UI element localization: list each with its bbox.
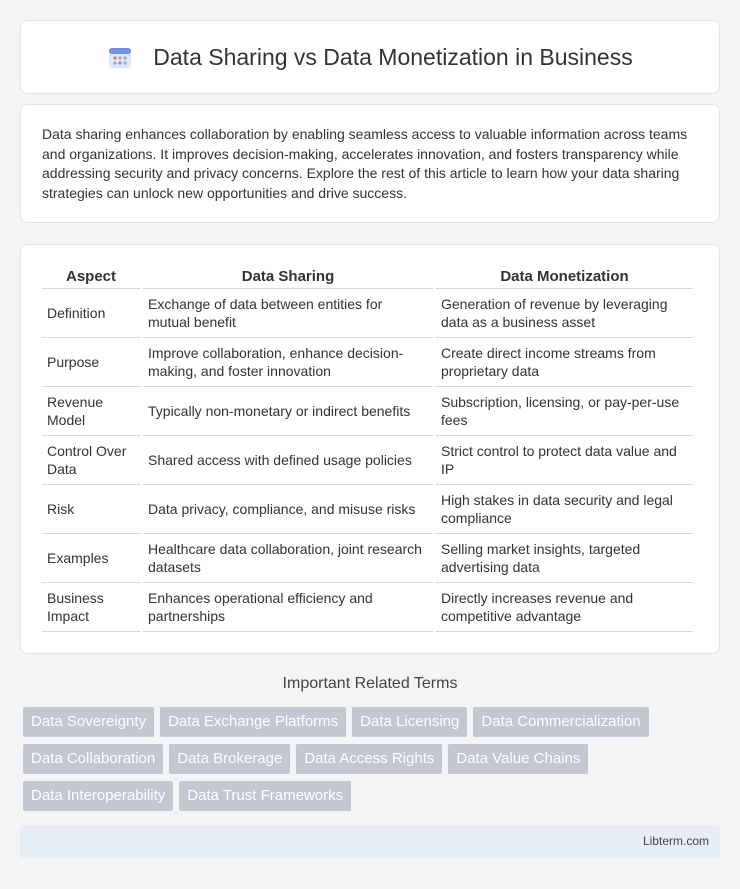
table-row	[42, 338, 693, 387]
column-header-data-sharing: Data Sharing	[143, 263, 433, 289]
related-term-tag[interactable]: Data Commercialization	[473, 707, 648, 737]
intro-card	[20, 104, 720, 223]
cell-aspect: Purpose	[42, 338, 140, 387]
cell-sharing: Shared access with defined usage policies	[143, 436, 433, 485]
cell-sharing: Enhances operational efficiency and partnerships	[143, 583, 433, 632]
intro-text: Data sharing enhances collaboration by enabling seamless access to valuable information across teams and organizations. It improves decision-making, accelerates innovation, and fosters transparency while addressing security and privacy concerns. Explore the rest of this article to learn how your data sharing strategies can unlock new opportunities and drive success.	[42, 126, 688, 201]
related-terms-list	[23, 707, 723, 811]
table-header-row	[42, 263, 693, 289]
table-row	[42, 289, 693, 338]
column-header-data-monetization: Data Monetization	[436, 263, 693, 289]
table-row	[42, 387, 693, 436]
column-header-aspect: Aspect	[42, 263, 140, 289]
footer	[20, 825, 720, 858]
table-row	[42, 436, 693, 485]
cell-monetization: Create direct income streams from proprietary data	[436, 338, 693, 387]
cell-aspect: Definition	[42, 289, 140, 338]
cell-sharing: Exchange of data between entities for mutual benefit	[143, 289, 433, 338]
cell-aspect: Business Impact	[42, 583, 140, 632]
related-term-tag[interactable]: Data Collaboration	[23, 744, 163, 774]
cell-monetization: High stakes in data security and legal compliance	[436, 485, 693, 534]
header-card	[20, 20, 720, 94]
related-term-tag[interactable]: Data Licensing	[352, 707, 467, 737]
table-row	[42, 485, 693, 534]
cell-sharing: Typically non-monetary or indirect benefits	[143, 387, 433, 436]
related-term-tag[interactable]: Data Access Rights	[296, 744, 442, 774]
cell-sharing: Healthcare data collaboration, joint research datasets	[143, 534, 433, 583]
cell-sharing: Data privacy, compliance, and misuse risks	[143, 485, 433, 534]
comparison-table	[39, 263, 696, 632]
related-term-tag[interactable]: Data Exchange Platforms	[160, 707, 346, 737]
related-term-tag[interactable]: Data Trust Frameworks	[179, 781, 351, 811]
calendar-grid-icon	[107, 44, 133, 70]
table-row	[42, 534, 693, 583]
related-term-tag[interactable]: Data Value Chains	[448, 744, 588, 774]
cell-aspect: Risk	[42, 485, 140, 534]
comparison-card	[20, 244, 720, 654]
cell-monetization: Selling market insights, targeted advertising data	[436, 534, 693, 583]
cell-monetization: Strict control to protect data value and IP	[436, 436, 693, 485]
table-row	[42, 583, 693, 632]
footer-site-link[interactable]: Libterm.com	[642, 834, 709, 848]
related-term-tag[interactable]: Data Sovereignty	[23, 707, 154, 737]
cell-monetization: Generation of revenue by leveraging data as a business asset	[436, 289, 693, 338]
cell-aspect: Control Over Data	[42, 436, 140, 485]
cell-aspect: Revenue Model	[42, 387, 140, 436]
related-term-tag[interactable]: Data Brokerage	[169, 744, 290, 774]
cell-monetization: Directly increases revenue and competitive advantage	[436, 583, 693, 632]
page-title: Data Sharing vs Data Monetization in Business	[153, 43, 633, 70]
cell-sharing: Improve collaboration, enhance decision-making, and foster innovation	[143, 338, 433, 387]
related-term-tag[interactable]: Data Interoperability	[23, 781, 173, 811]
cell-aspect: Examples	[42, 534, 140, 583]
related-terms-title: Important Related Terms	[282, 675, 458, 692]
cell-monetization: Subscription, licensing, or pay-per-use fees	[436, 387, 693, 436]
